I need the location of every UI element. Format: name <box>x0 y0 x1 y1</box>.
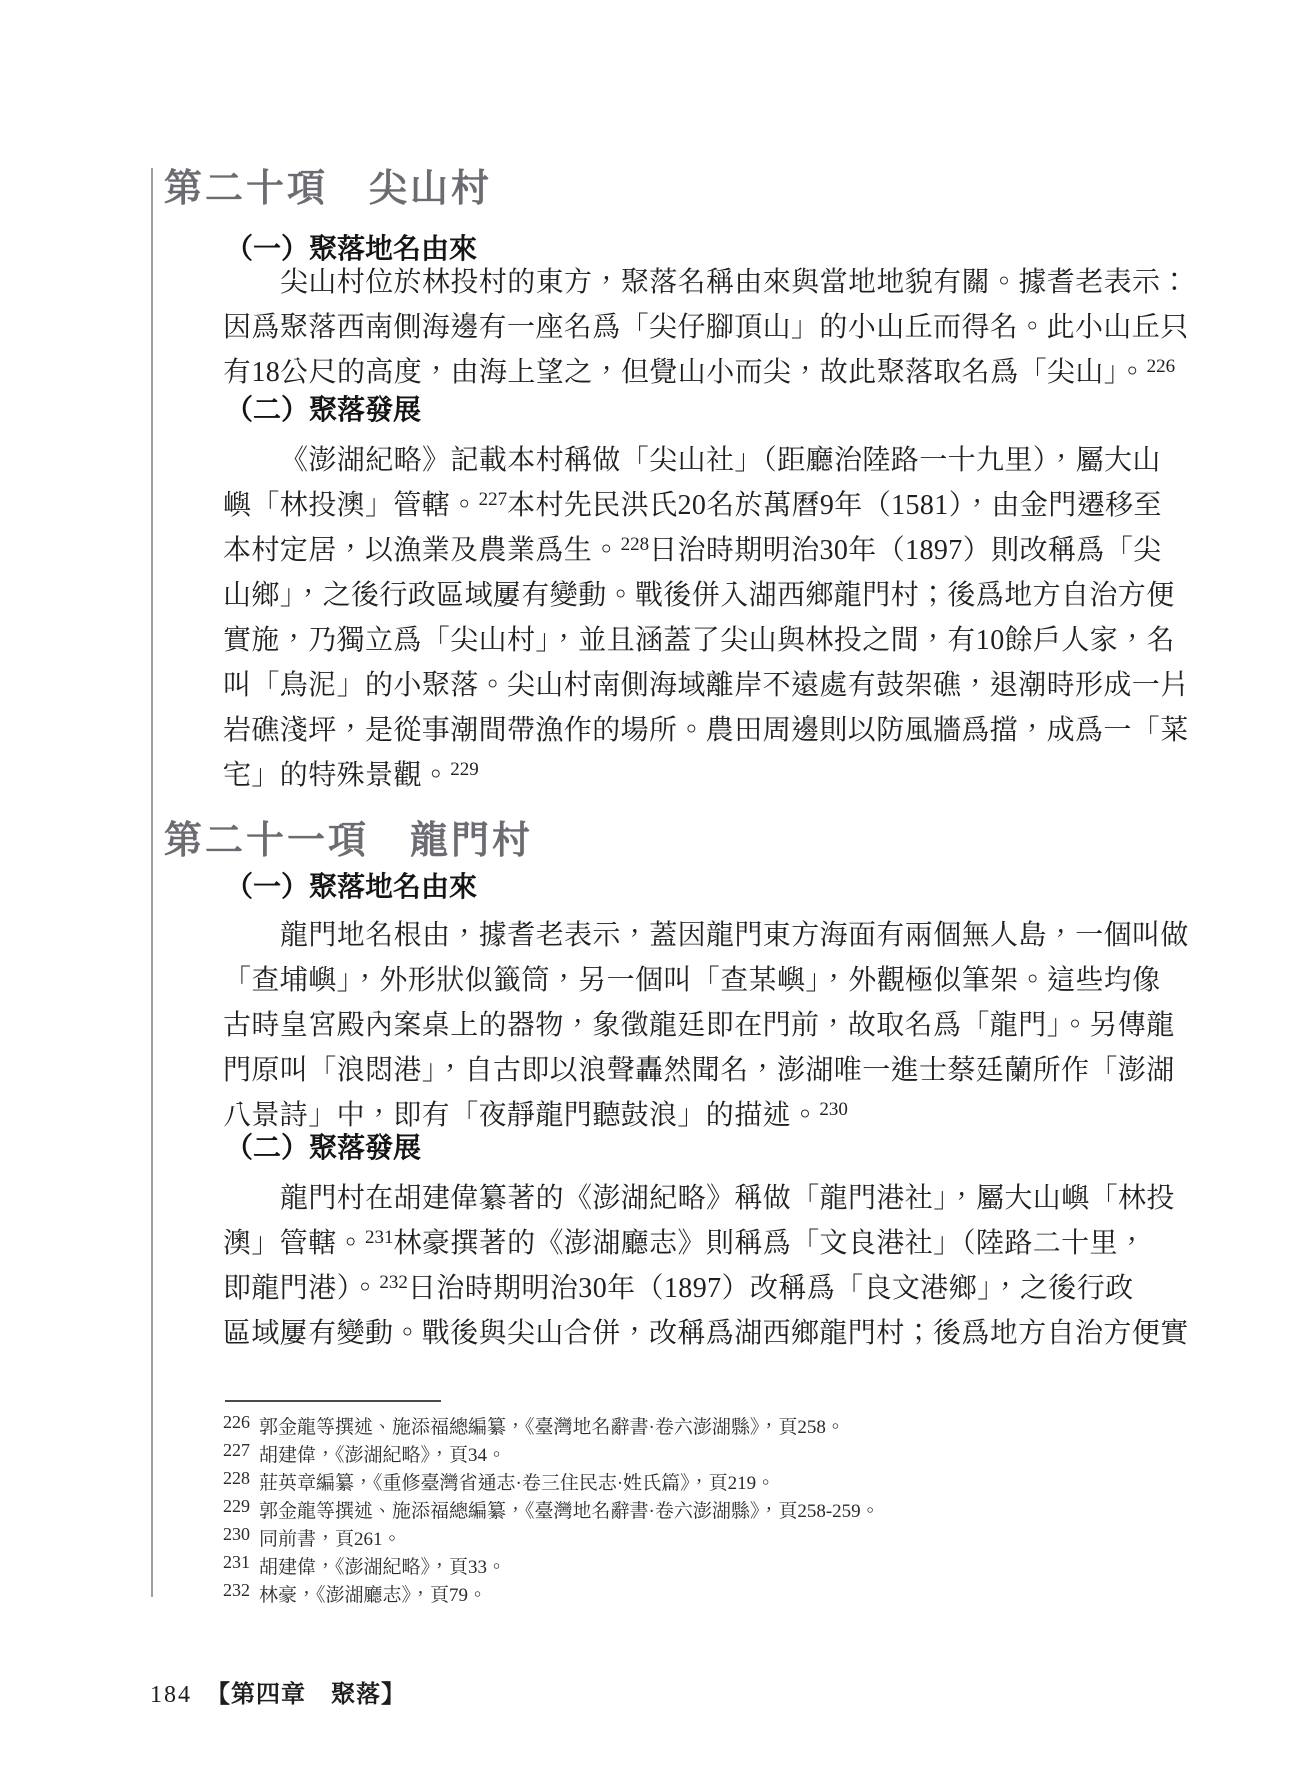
text-line <box>223 708 1189 753</box>
text-line <box>223 528 1162 573</box>
footnote-separator-rule <box>225 1400 441 1402</box>
text-run: 尖山村位於林投村的東方，聚落名稱由來與當地地貌有關。據耆老表示： <box>280 267 1189 298</box>
text-run: 區域屢有變動。戰後與尖山合併，改稱爲湖西鄉龍門村；後爲地方自治方便實 <box>223 1318 1189 1349</box>
subsection-20-2-title: （二）聚落發展 <box>225 395 422 426</box>
footnote-text: 胡建偉，《澎湖紀略》，頁33。 <box>259 1557 507 1578</box>
text-run: 有18公尺的高度，由海上望之，但覺山小而尖，故此聚落取名爲「尖山」。 <box>223 357 1147 388</box>
footnote-item <box>223 1520 880 1548</box>
page-number: 184 <box>150 1682 192 1708</box>
footnote-number: 226 <box>223 1412 250 1432</box>
text-run: 即龍門港）。 <box>223 1273 380 1304</box>
margin-rule <box>151 168 153 1597</box>
footnote-text: 莊英章編纂，《重修臺灣省通志·卷三住民志·姓氏篇》，頁219。 <box>259 1473 776 1494</box>
subsection-20-1-title: （一）聚落地名由來 <box>225 234 478 265</box>
text-run: 古時皇宮殿內案桌上的器物，象徵龍廷即在門前，故取名爲「龍門」。另傳龍 <box>223 1010 1175 1041</box>
subsection-21-2-title: （二）聚落發展 <box>225 1133 422 1164</box>
text-run: 澳」管轄。 <box>223 1228 366 1259</box>
text-run: 實施，乃獨立爲「尖山村」，並且涵蓋了尖山與林投之間，有10餘戶人家，名 <box>223 625 1176 656</box>
text-line <box>223 1311 1189 1356</box>
footnote-text: 同前書，頁261。 <box>259 1529 402 1550</box>
text-line <box>223 260 1189 305</box>
footnote-item <box>223 1464 880 1492</box>
subsection-21-1-title: （一）聚落地名由來 <box>225 872 478 903</box>
footnote-ref-232: 232 <box>379 1272 408 1293</box>
section-heading-21: 第二十一項 龍門村 <box>164 820 534 862</box>
text-run: 門原叫「浪悶港」，自古即以浪聲轟然聞名，澎湖唯一進士蔡廷蘭所作「澎湖 <box>223 1055 1175 1086</box>
paragraph-20-1 <box>223 260 1189 395</box>
text-run: 本村先民洪氏20名於萬曆9年（1581），由金門遷移至 <box>507 490 1162 521</box>
footnote-number: 232 <box>223 1580 250 1600</box>
text-run: 龍門地名根由，據耆老表示，蓋因龍門東方海面有兩個無人島，一個叫做 <box>280 920 1189 951</box>
text-line <box>223 1221 1147 1266</box>
footnote-text: 郭金龍等撰述、施添福總編纂，《臺灣地名辭書·卷六澎湖縣》，頁258-259。 <box>259 1501 880 1522</box>
paragraph-20-2 <box>223 438 1189 798</box>
text-line <box>223 1266 1138 1311</box>
footnote-item <box>223 1436 880 1464</box>
text-run: 山鄉」，之後行政區域屢有變動。戰後併入湖西鄉龍門村；後爲地方自治方便 <box>223 580 1175 611</box>
footnote-ref-229: 229 <box>450 759 479 780</box>
text-line <box>223 1176 1175 1221</box>
footnote-ref-227: 227 <box>478 489 508 510</box>
section-heading-20: 第二十項 尖山村 <box>164 168 493 210</box>
text-line <box>223 1003 1175 1048</box>
text-run: 八景詩」中，即有「夜靜龍門聽鼓浪」的描述。 <box>223 1100 820 1131</box>
text-run: 日治時期明治30年（1897）改稱爲「良文港鄉」，之後行政 <box>407 1273 1134 1304</box>
text-run: 《澎湖紀略》記載本村稱做「尖山社」（距廳治陸路一十九里），屬大山 <box>280 445 1161 476</box>
footnote-number: 229 <box>223 1496 250 1516</box>
text-run: 宅」的特殊景觀。 <box>223 760 451 791</box>
text-run: 本村定居，以漁業及農業爲生。 <box>223 535 621 566</box>
text-line <box>223 350 1176 395</box>
text-run: 嶼「林投澳」管轄。 <box>223 490 479 521</box>
text-run: 岩礁淺坪，是從事潮間帶漁作的場所。農田周邊則以防風牆爲擋，成爲一「菜 <box>223 715 1189 746</box>
text-line <box>223 913 1189 958</box>
text-run: 因爲聚落西南側海邊有一座名爲「尖仔腳頂山」的小山丘而得名。此小山丘只 <box>223 312 1189 343</box>
footnote-ref-226: 226 <box>1146 356 1176 377</box>
footnote-number: 230 <box>223 1524 250 1544</box>
text-run: 龍門村在胡建偉纂著的《澎湖紀略》稱做「龍門港社」，屬大山嶼「林投 <box>280 1183 1175 1214</box>
text-line <box>223 573 1175 618</box>
footnote-item <box>223 1548 880 1576</box>
text-line <box>223 753 1138 798</box>
text-line <box>223 1048 1175 1093</box>
footnote-ref-228: 228 <box>620 534 650 555</box>
text-line <box>223 958 1161 1003</box>
footnote-ref-231: 231 <box>365 1227 394 1248</box>
text-run: 叫「鳥泥」的小聚落。尖山村南側海域離岸不遠處有鼓架礁，退潮時形成一片 <box>223 670 1189 701</box>
text-line <box>223 438 1161 483</box>
footnote-item <box>223 1576 880 1604</box>
footnote-number: 227 <box>223 1440 250 1460</box>
text-run: 林豪撰著的《澎湖廳志》則稱爲「文良港社」（陸路二十里， <box>393 1228 1147 1259</box>
text-run: 日治時期明治30年（1897）則改稱爲「尖 <box>649 535 1162 566</box>
text-run: 「查埔嶼」，外形狀似籤筒，另一個叫「查某嶼」，外觀極似筆架。這些均像 <box>223 965 1161 996</box>
text-line <box>223 663 1189 708</box>
footnote-ref-230: 230 <box>819 1099 848 1120</box>
footnote-list <box>223 1408 880 1604</box>
paragraph-21-2 <box>223 1176 1189 1356</box>
footnote-number: 231 <box>223 1552 250 1572</box>
footnote-item <box>223 1408 880 1436</box>
footnote-item <box>223 1492 880 1520</box>
footnote-text: 林豪，《澎湖廳志》，頁79。 <box>259 1585 488 1606</box>
footnote-number: 228 <box>223 1468 250 1488</box>
page-footer <box>150 1680 406 1710</box>
footnote-text: 胡建偉，《澎湖紀略》，頁34。 <box>259 1445 507 1466</box>
text-line <box>223 618 1176 663</box>
text-line <box>223 483 1162 528</box>
footnote-text: 郭金龍等撰述、施添福總編纂，《臺灣地名辭書·卷六澎湖縣》，頁258。 <box>259 1417 845 1438</box>
paragraph-21-1 <box>223 913 1189 1138</box>
chapter-label: 【第四章 聚落】 <box>206 1682 406 1708</box>
text-line <box>223 305 1189 350</box>
